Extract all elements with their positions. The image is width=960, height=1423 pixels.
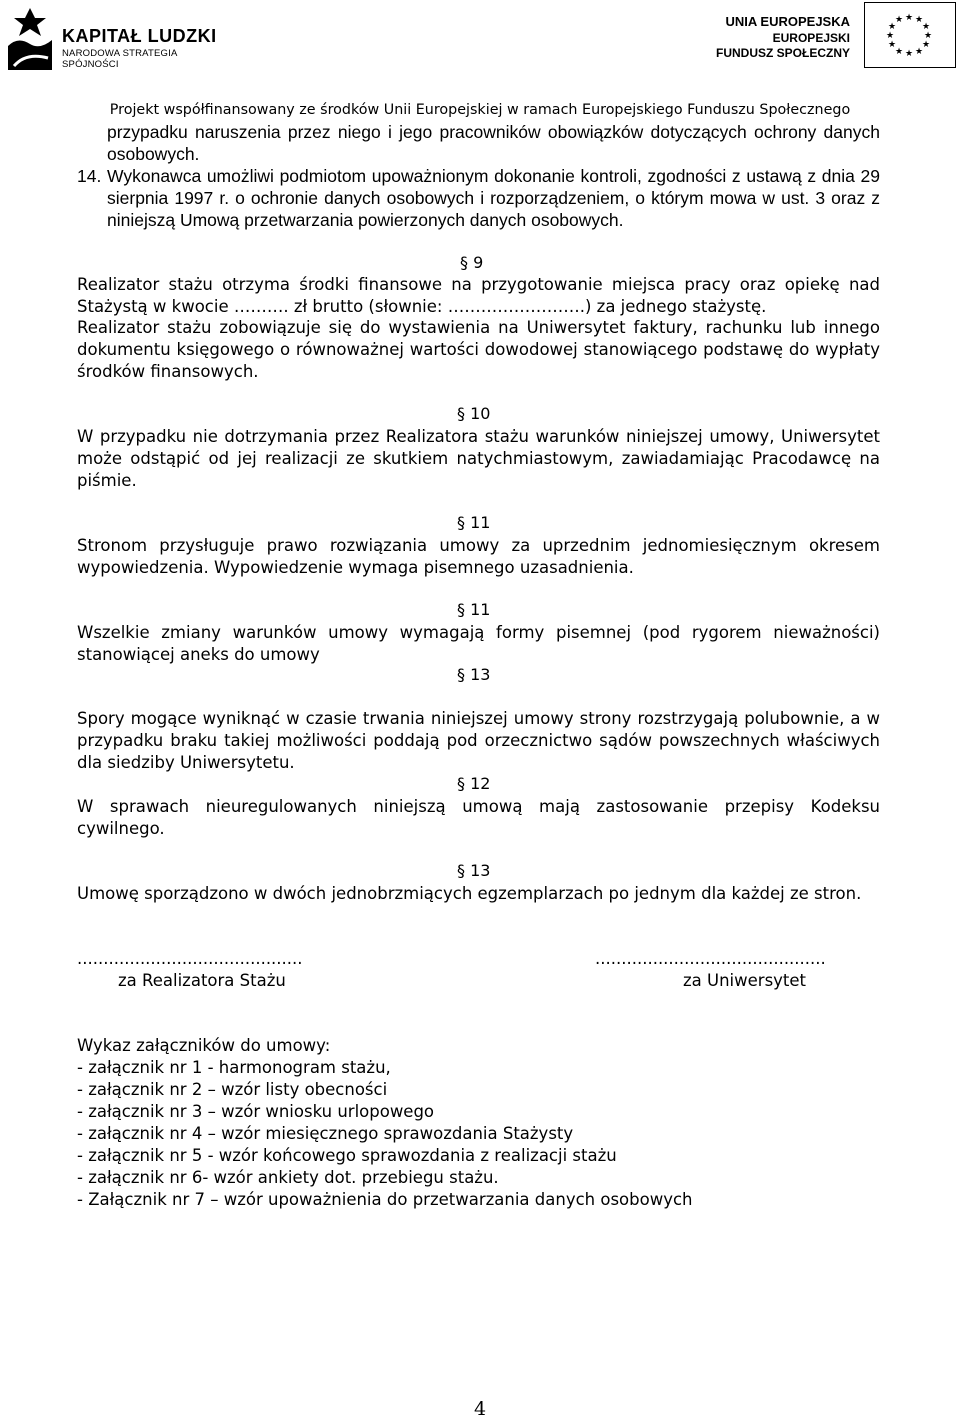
kapital-ludzki-logo [4,4,234,74]
section-11a-paragraph: Stronom przysługuje prawo rozwiązania umowy za uprzednim jednomiesięcznym okresem wypowiedzenia. Wypowiedzenie wymaga pisemnego uzasadnienia. [77,536,880,577]
section-13b-heading: § 13 [457,861,491,880]
svg-text:★: ★ [887,22,897,32]
section-9-heading: § 9 [460,253,484,272]
attachment-item: - załącznik nr 5 - wzór końcowego sprawozdania z realizacji stażu [77,1146,617,1165]
section-9-paragraph-1: Realizator stażu otrzyma środki finansowe na przygotowanie miejsca pracy oraz opiekę nad Stażystą w kwocie ………. zł brutto (słownie: …………………….) za jednego stażystę. [77,275,880,316]
svg-text:★: ★ [904,13,914,23]
eu-logo [696,2,956,74]
eu-logo-line2: EUROPEJSKI [772,31,850,45]
section-11b-heading: § 11 [457,600,491,619]
attachment-item: - załącznik nr 1 - harmonogram stażu, [77,1058,391,1077]
signature-line-right: ............................................ [595,949,826,968]
section-13a-paragraph: Spory mogące wyniknąć w czasie trwania niniejszej umowy strony rozstrzygają polubownie, a w przypadku braku takiej możliwości poddają pod orzecznictwo sądów powszechnych właściwych dla siedziby Uniwersytetu. [77,709,880,772]
eu-flag-icon [864,2,956,68]
attachment-item: - załącznik nr 2 – wzór listy obecności [77,1080,388,1099]
signature-line-left: ........................................... [77,949,303,968]
section-12-heading: § 12 [457,774,491,793]
svg-text:★: ★ [894,15,904,25]
intro-paragraph: przypadku naruszenia przez niego i jego pracowników obowiązków dotyczących ochrony danych osobowych. [107,122,880,164]
svg-text:★: ★ [921,22,931,32]
section-10-paragraph: W przypadku nie dotrzymania przez Realizatora stażu warunków niniejszej umowy, Uniwersytet może odstąpić od jej realizacji ze skutkiem natychmiastowym, zawiadamiając Pracodawcę na piśmie. [77,427,880,490]
section-11b-paragraph: Wszelkie zmiany warunków umowy wymagają formy pisemnej (pod rygorem nieważności) stanowiącej aneks do umowy [77,623,880,664]
signature-label-left: za Realizatora Stażu [118,971,286,990]
section-13b-paragraph: Umowę sporządzono w dwóch jednobrzmiących egzemplarzach po jednym dla każdej ze stron. [77,884,862,903]
attachment-item: - załącznik nr 4 – wzór miesięcznego sprawozdania Stażysty [77,1124,574,1143]
signature-label-right: za Uniwersytet [683,971,807,990]
section-11a-heading: § 11 [457,513,491,532]
attachment-item: - załącznik nr 3 – wzór wniosku urlopowego [77,1102,435,1121]
svg-text:★: ★ [923,31,933,41]
svg-text:★: ★ [921,40,931,50]
svg-text:★: ★ [904,49,914,59]
section-12-paragraph: W sprawach nieuregulowanych niniejszą umową mają zastosowanie przepisy Kodeksu cywilnego. [77,797,880,838]
svg-text:★: ★ [914,47,924,57]
section-13a-heading: § 13 [457,665,491,684]
attachment-item: - Załącznik nr 7 – wzór upoważnienia do przetwarzania danych osobowych [77,1190,693,1209]
section-9-paragraph-2: Realizator stażu zobowiązuje się do wystawienia na Uniwersytet faktury, rachunku lub innego dokumentu księgowego o równoważnej wartości dowodowej stanowiącego podstawę do wypłaty środków finansowych. [77,318,880,381]
point-14-number: 14. [77,166,102,186]
page-number: 4 [473,1398,487,1420]
eu-logo-line1: UNIA EUROPEJSKA [725,14,850,29]
svg-text:★: ★ [887,40,897,50]
eu-logo-line3: FUNDUSZ SPOŁECZNY [715,46,850,60]
attachment-item: - załącznik nr 6- wzór ankiety dot. przebiegu stażu. [77,1168,499,1187]
point-14-paragraph: Wykonawca umożliwi podmiotom upoważnionym dokonanie kontroli, zgodności z ustawą z dnia 29 sierpnia 1997 r. o ochronie danych osobowych i rozporządzeniem, o którym mowa w ust. 3 oraz z niniejszą Umową przetwarzania powierzonych danych osobowych. [107,166,880,230]
attachments-title: Wykaz załączników do umowy: [77,1036,331,1055]
cofinancing-note: Projekt współfinansowany ze środków Unii Europejskiej w ramach Europejskiego Funduszu Społecznego [109,102,851,118]
section-10-heading: § 10 [457,404,491,423]
kapital-ludzki-emblem-icon [4,6,56,72]
kapital-ludzki-subtitle: NARODOWA STRATEGIA SPÓJNOŚCI [62,48,177,70]
svg-text:★: ★ [914,15,924,25]
kapital-ludzki-title: KAPITAŁ LUDZKI [62,26,217,46]
svg-text:★: ★ [885,31,895,41]
svg-text:★: ★ [894,47,904,57]
